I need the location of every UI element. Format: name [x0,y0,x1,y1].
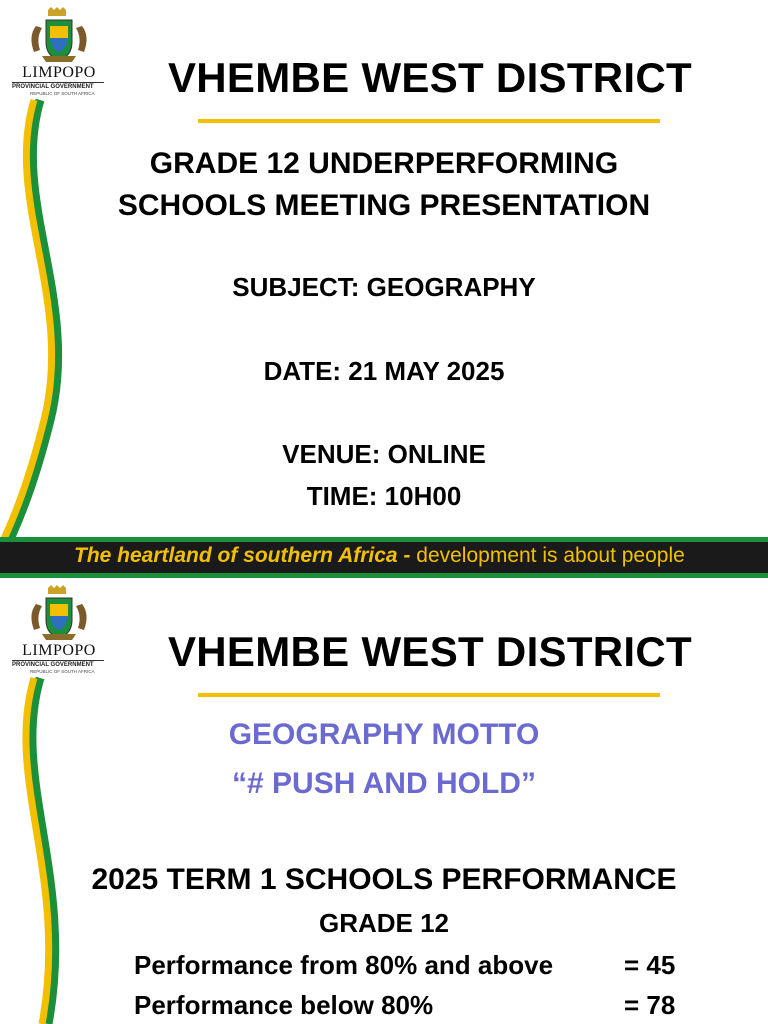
performance-row-value: = 78 [624,990,676,1020]
banner-slogan [74,544,685,568]
slogan-regular: development is about people [416,544,685,567]
performance-row-label: Performance from 80% and above [134,950,554,980]
subject-line: SUBJECT: GEOGRAPHY [232,272,536,302]
grade-label: GRADE 12 [318,908,450,938]
logo-subtitle-2: REPUBLIC OF SOUTH AFRICA [30,91,95,96]
logo-wordmark: LIMPOPO [22,64,96,81]
performance-heading: 2025 TERM 1 SCHOOLS PERFORMANCE [91,863,677,896]
logo-subtitle: PROVINCIAL GOVERNMENT [12,82,104,90]
motto-text: “# PUSH AND HOLD” [232,767,536,800]
heading-line-1: GRADE 12 UNDERPERFORMING [149,147,619,180]
presentation-heading [24,143,744,227]
limpopo-logo [6,6,112,100]
coat-of-arms-icon [6,584,112,644]
coat-of-arms-icon [6,6,112,66]
logo-wordmark: LIMPOPO [22,642,96,659]
slogan-banner [0,537,768,578]
venue-line: VENUE: ONLINE [282,439,486,469]
district-title: VHEMBE WEST DISTRICT [167,628,692,675]
heading-line-2: SCHOOLS MEETING PRESENTATION [117,189,651,222]
motto-heading: GEOGRAPHY MOTTO [228,718,540,751]
performance-row-label: Performance below 80% [134,990,434,1020]
title-underline [198,693,660,697]
title-underline [198,119,660,123]
district-title: VHEMBE WEST DISTRICT [167,54,692,101]
logo-subtitle: PROVINCIAL GOVERNMENT [12,660,104,668]
logo-subtitle-2: REPUBLIC OF SOUTH AFRICA [30,669,95,674]
date-line: DATE: 21 MAY 2025 [263,356,505,386]
slogan-bold: The heartland of southern Africa - [74,544,417,567]
limpopo-logo [6,584,112,678]
performance-row-value: = 45 [624,950,676,980]
slide-2 [0,578,768,1024]
time-line: TIME: 10H00 [306,481,462,511]
